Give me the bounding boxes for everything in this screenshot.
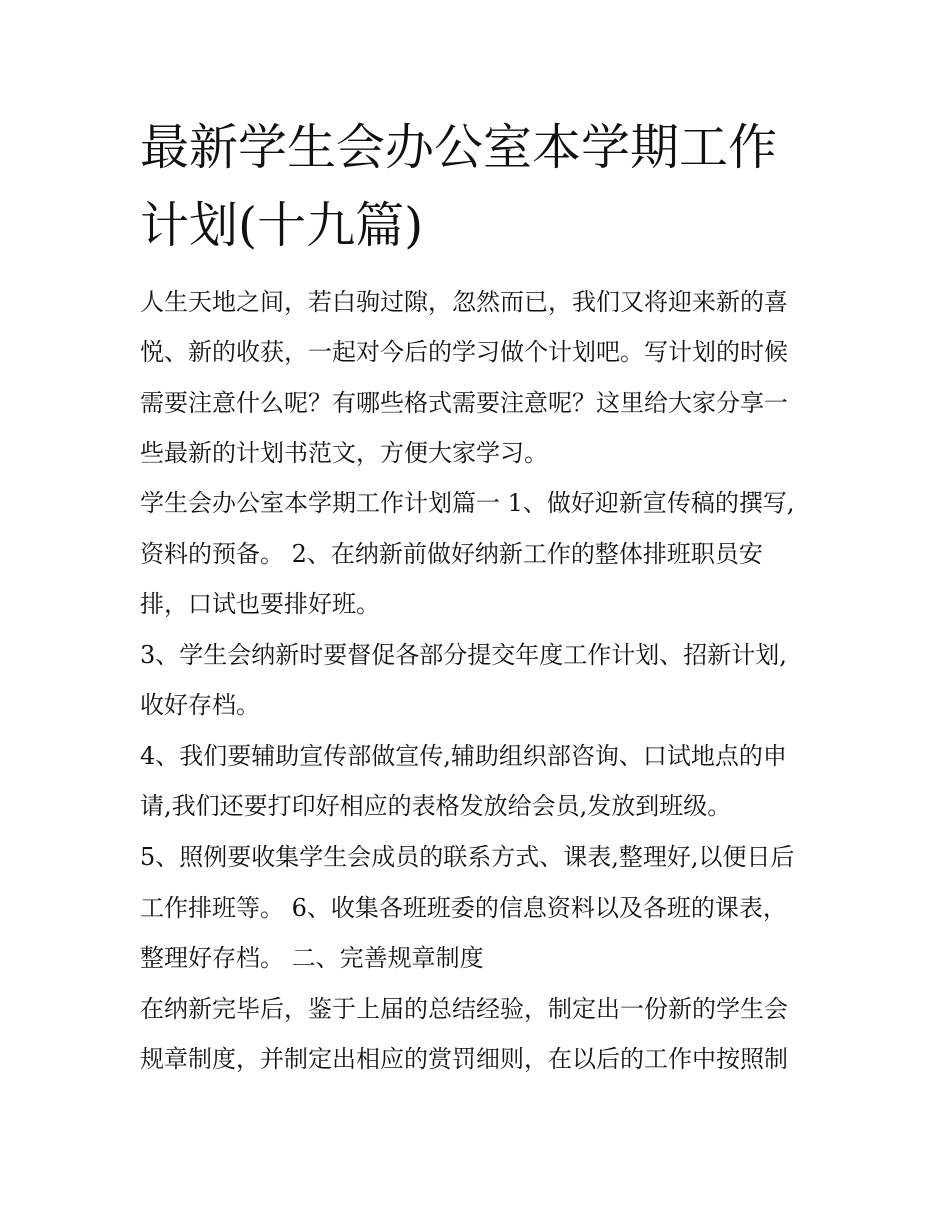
body-text-line: 工作排班等。 6、收集各班班委的信息资料以及各班的课表，: [140, 894, 787, 922]
body-text-line: 悦、新的收获，一起对今后的学习做个计划吧。写计划的时候: [140, 338, 788, 366]
body-text-line: 3、学生会纳新时要督促各部分提交年度工作计划、招新计划,: [140, 641, 787, 669]
body-text-line: 学生会办公室本学期工作计划篇一 1、做好迎新宣传稿的撰写,: [140, 489, 795, 517]
document-title-line-2: 计划(十九篇): [140, 197, 424, 254]
body-text-line: 人生天地之间，若白驹过隙，忽然而已，我们又将迎来新的喜: [140, 288, 788, 316]
body-text-line: 在纳新完毕后，鉴于上届的总结经验，制定出一份新的学生会: [140, 995, 788, 1023]
body-text-line: 请,我们还要打印好相应的表格发放给会员,发放到班级。: [140, 792, 732, 820]
body-text-line: 规章制度，并制定出相应的赏罚细则，在以后的工作中按照制: [140, 1045, 788, 1073]
body-text-line: 收好存档。: [140, 691, 260, 719]
body-text-line: 些最新的计划书范文，方便大家学习。: [140, 439, 548, 467]
body-text-line: 排，口试也要排好班。: [140, 590, 380, 618]
body-text-line: 需要注意什么呢？有哪些格式需要注意呢？这里给大家分享一: [140, 389, 788, 417]
body-text-line: 整理好存档。 二、完善规章制度: [140, 944, 484, 972]
body-text-line: 4、我们要辅助宣传部做宣传,辅助组织部咨询、口试地点的申: [140, 742, 787, 770]
document-title-line-1: 最新学生会办公室本学期工作: [140, 119, 778, 176]
body-text-line: 5、照例要收集学生会成员的联系方式、课表,整理好,以便日后: [140, 843, 795, 871]
body-text-line: 资料的预备。 2、在纳新前做好纳新工作的整体排班职员安: [140, 540, 763, 568]
